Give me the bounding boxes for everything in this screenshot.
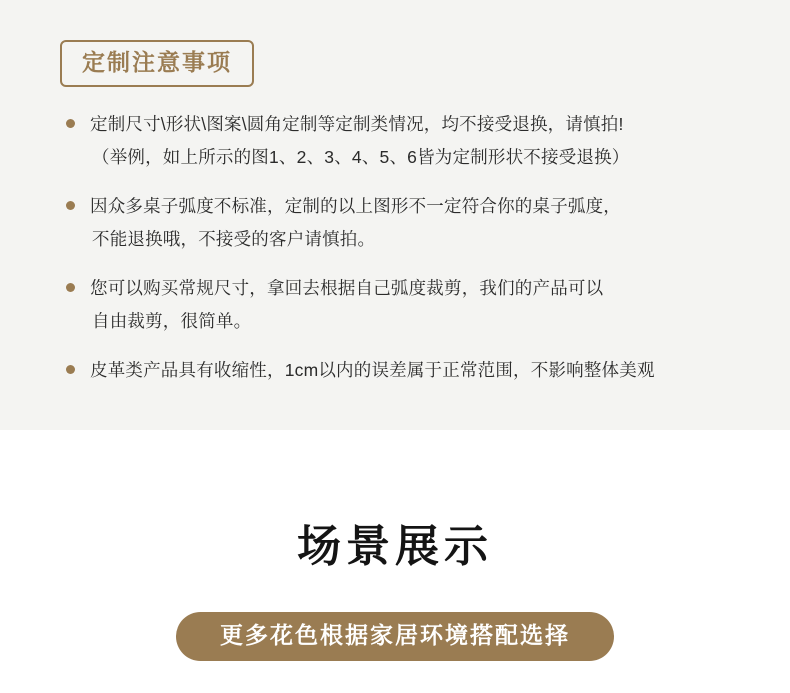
scene-heading: 场景展示 (297, 522, 493, 571)
bullet-dot-icon (66, 283, 75, 292)
bullet-dot-icon (66, 365, 75, 374)
list-item (60, 190, 760, 256)
scene-display-section (0, 430, 790, 693)
bullet-dot-icon (66, 119, 75, 128)
scene-subtitle: 更多花色根据家居环境搭配选择 (220, 622, 570, 648)
list-item (60, 108, 760, 174)
notice-title-box (60, 40, 254, 87)
notice-line: （举例，如上所示的图1、2、3、4、5、6皆为定制形状不接受退换） (92, 147, 630, 167)
notice-line: 因众多桌子弧度不标准，定制的以上图形不一定符合你的桌子弧度， (90, 196, 621, 216)
notice-line: 皮革类产品具有收缩性，1cm以内的误差属于正常范围，不影响整体美观 (90, 360, 655, 380)
notice-title: 定制注意事项 (82, 49, 232, 75)
notice-line: 定制尺寸\形状\图案\圆角定制等定制类情况，均不接受退换，请慎拍! (90, 114, 624, 134)
notice-line: 自由裁剪，很简单。 (92, 311, 252, 331)
list-item (60, 354, 760, 387)
notice-line: 您可以购买常规尺寸，拿回去根据自己弧度裁剪，我们的产品可以 (90, 278, 604, 298)
notice-line: 不能退换哦，不接受的客户请慎拍。 (92, 229, 376, 249)
notice-bullet-list (60, 108, 760, 403)
bullet-dot-icon (66, 201, 75, 210)
scene-subtitle-pill (176, 612, 614, 661)
list-item (60, 272, 760, 338)
